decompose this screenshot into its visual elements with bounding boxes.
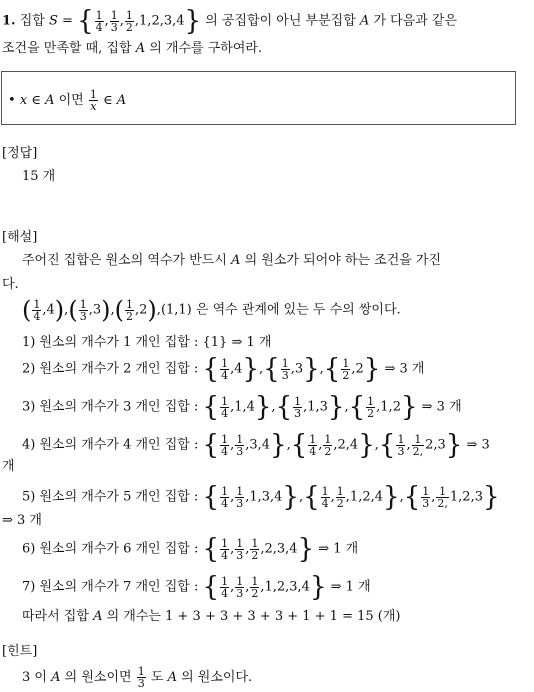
case-result: ⇒ 1 개	[318, 541, 359, 557]
set-a: A	[135, 41, 146, 56]
element-of-symbol: ∈	[103, 93, 113, 108]
case-label: 6) 원소의 개수가 6 개인 집합 :	[22, 541, 199, 557]
condition-line	[8, 89, 126, 112]
set-a: A	[167, 670, 177, 685]
var-x: x	[19, 93, 28, 108]
case-label: 3) 원소의 개수가 3 개인 집합 :	[22, 399, 199, 415]
set-ints: ,1,2,3,4	[134, 13, 185, 29]
frac-num: 1	[126, 297, 133, 311]
case-1	[22, 334, 271, 352]
case-2: 2) 원소의 개수가 2 개인 집합 : { $\frac{1}{4}$ ,4},{ $\frac{1}{3}$ ,3},{ $\frac{1}{2}$ ,2} ⇒ 3 개	[22, 353, 425, 385]
case-4: 4) 원소의 개수가 4 개인 집합 : { $\frac{1}{4}$ , $\frac{1}{3}$ ,3,4},{ $\frac{1}{4}$ , $\frac{1}{2}$ ,2,4},{ $\frac{1}{3}$ , $\frac{1}{2,}$ 2,3} ⇒ 3	[22, 429, 490, 461]
brace-left: {	[77, 5, 94, 37]
case-6: 6) 원소의 개수가 6 개인 집합 : { $\frac{1}{4}$ , $\frac{1}{3}$ , $\frac{1}{2}$ ,2,3,4} ⇒ 1 개	[22, 533, 359, 565]
solution-text: 따라서 집합	[22, 609, 89, 624]
frac-num: 1	[95, 8, 103, 22]
case-4-wrap: 개	[2, 459, 15, 474]
set-a: A	[231, 253, 241, 268]
frac-den: 4	[33, 309, 41, 323]
case-result: ⇒ 3	[466, 437, 490, 453]
solution-text: 의 개수는 1 + 3 + 3 + 3 + 3 + 1 + 1 = 15 (개)	[106, 609, 401, 624]
case-result: ⇒ 3 개	[384, 361, 425, 377]
case-label: 4) 원소의 개수가 4 개인 집합 :	[22, 437, 199, 453]
set-s: S	[48, 13, 58, 29]
solution-intro-2: 다.	[2, 277, 19, 292]
solution-intro-1	[22, 252, 441, 270]
problem-text: 조건을 만족할 때, 집합	[2, 41, 132, 56]
fraction	[89, 89, 98, 112]
hint-text: 의 원소이다.	[181, 670, 253, 685]
condition-text: 이면	[58, 93, 84, 108]
conclusion	[22, 608, 400, 626]
problem-number: 1.	[2, 13, 16, 29]
pair-value: (1,1)	[160, 302, 192, 318]
frac-den: 3	[79, 309, 87, 323]
element-of-symbol: ∈	[31, 93, 41, 108]
frac-num: 1	[89, 88, 97, 101]
case-sets: {1}	[202, 335, 228, 350]
case-7: 7) 원소의 개수가 7 개인 집합 : { $\frac{1}{4}$ , $\frac{1}{3}$ , $\frac{1}{2}$ ,1,2,3,4} ⇒ 1 개	[22, 571, 371, 603]
frac-den: 3	[110, 20, 118, 34]
problem-line-2	[2, 40, 262, 58]
reciprocal-pairs: ( $\frac{1}{4}$ ,4),( $\frac{1}{3}$ ,3),( $\frac{1}{2}$ ,2),(1,1) 은 역수 관계에 있는 두 수의 쌍이다.	[22, 296, 401, 324]
hint-text: 도	[150, 670, 164, 685]
problem-text: 의 공집합이 아닌 부분집합	[205, 13, 356, 29]
brace-right: }	[184, 5, 202, 37]
case-label: 1) 원소의 개수가 1 개인 집합 :	[22, 335, 199, 350]
hint-line	[22, 666, 252, 689]
frac-num: 1	[110, 8, 118, 22]
case-label: 7) 원소의 개수가 7 개인 집합 :	[22, 579, 199, 595]
fraction	[110, 10, 119, 33]
pair-value: 2	[139, 302, 148, 318]
set-a: A	[116, 93, 127, 108]
problem-text: 가 다음과 같은	[373, 13, 458, 29]
equals-sign: =	[62, 13, 73, 29]
pair-value: 4	[46, 302, 55, 318]
frac-num: 1	[33, 297, 41, 311]
set-a: A	[359, 13, 370, 29]
frac-den: 4	[95, 20, 103, 34]
set-a: A	[45, 93, 55, 108]
hint-text: 의 원소이면	[64, 670, 132, 685]
problem-line-1: 1. 집합 S = { $\frac{1}{4}$ , $\frac{1}{3}$ , $\frac{1}{2}$ ,1,2,3,4} 의 공집합이 아닌 부분집합 A 가 다음과 같은	[2, 5, 458, 37]
case-5-wrap: ⇒ 3 개	[2, 513, 42, 528]
solution-text: 의 원소가 되어야 하는 조건을 가진	[244, 253, 442, 268]
case-3: 3) 원소의 개수가 3 개인 집합 : { $\frac{1}{4}$ ,1,4},{ $\frac{1}{3}$ ,1,3},{ $\frac{1}{2}$ ,1,2} ⇒ 3 개	[22, 391, 462, 423]
frac-den: 2	[126, 309, 133, 323]
bullet-icon: •	[8, 93, 16, 108]
answer-header: [정답]	[2, 146, 38, 161]
hint-header: [힌트]	[2, 644, 38, 659]
pair-value: 3	[92, 302, 102, 318]
fraction	[137, 666, 146, 689]
case-label: 2) 원소의 개수가 2 개인 집합 :	[22, 361, 199, 377]
fraction	[125, 10, 134, 33]
hint-text: 3 이	[22, 670, 47, 685]
fraction	[95, 10, 104, 33]
frac-den: 2	[125, 20, 133, 34]
solution-text: 주어진 집합은 원소의 역수가 반드시	[22, 253, 227, 268]
answer-value: 15 개	[22, 169, 56, 184]
problem-text: 집합	[19, 13, 45, 29]
case-result: ⇒ 1 개	[231, 335, 272, 350]
frac-num: 1	[137, 665, 145, 678]
frac-num: 1	[79, 297, 87, 311]
problem-text: 의 개수를 구하여라.	[149, 41, 263, 56]
case-result: ⇒ 1 개	[330, 579, 371, 595]
solution-header: [해설]	[2, 230, 38, 245]
set-a: A	[51, 670, 61, 685]
case-result: ⇒ 3 개	[421, 399, 462, 415]
set-a: A	[93, 609, 103, 624]
case-5: 5) 원소의 개수가 5 개인 집합 : { $\frac{1}{4}$ , $\frac{1}{3}$ ,1,3,4},{ $\frac{1}{4}$ , $\frac{1}{2}$ ,1,2,4},{ $\frac{1}{3}$ , $\frac{1}{2,}$ 1,2,3}	[22, 481, 500, 513]
frac-num: 1	[125, 8, 133, 22]
case-label: 5) 원소의 개수가 5 개인 집합 :	[22, 489, 199, 505]
frac-den: 3	[137, 677, 145, 690]
frac-den: x	[90, 100, 97, 113]
solution-text: 은 역수 관계에 있는 두 수의 쌍이다.	[195, 302, 401, 318]
